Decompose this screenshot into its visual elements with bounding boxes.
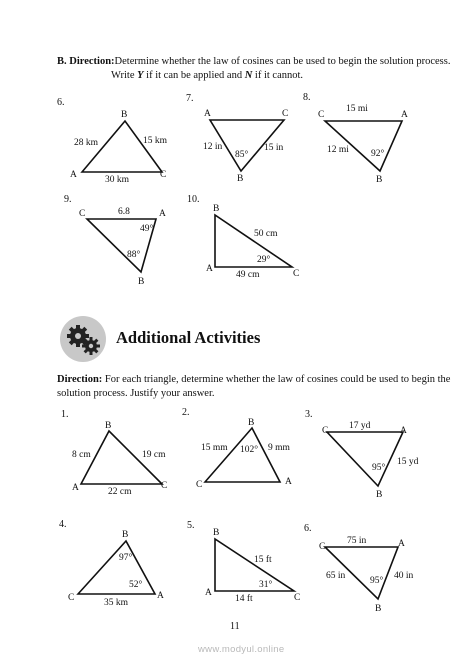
triangle-b10 <box>215 215 292 267</box>
triangle-2 <box>205 428 280 482</box>
angle-label: 31° <box>259 580 273 590</box>
side-label: 9 mm <box>268 443 290 453</box>
vertex-label: A <box>398 539 405 549</box>
vertex-label: C <box>79 209 86 219</box>
vertex-label: A <box>204 109 211 119</box>
vertex-label: A <box>205 588 212 598</box>
side-label: 15 yd <box>397 457 419 467</box>
angle-label: 92° <box>371 149 385 159</box>
side-label: 75 in <box>347 536 367 546</box>
side-label: 50 cm <box>254 229 278 239</box>
vertex-label: B <box>376 175 383 185</box>
item-number: 1. <box>61 409 69 420</box>
item-number: 10. <box>187 194 200 205</box>
triangle-5 <box>215 539 294 591</box>
triangle-3 <box>327 432 403 486</box>
vertex-label: A <box>401 110 408 120</box>
side-label: 15 ft <box>254 555 272 565</box>
vertex-label: C <box>160 170 167 180</box>
vertex-label: A <box>285 477 292 487</box>
side-label: 12 mi <box>327 145 349 155</box>
vertex-label: B <box>213 528 220 538</box>
vertex-label: A <box>157 591 164 601</box>
side-label: 15 mi <box>346 104 368 114</box>
no-letter: N <box>244 70 253 81</box>
item-number: 3. <box>305 409 313 420</box>
vertex-label: C <box>196 480 203 490</box>
vertex-label: B <box>237 174 244 184</box>
vertex-label: C <box>293 269 300 279</box>
vertex-label: B <box>122 530 129 540</box>
item-number: 7. <box>186 93 194 104</box>
vertex-label: C <box>294 593 301 603</box>
vertex-label: B <box>105 421 112 431</box>
direction-main-line1: For each triangle, determine whether the law of cosines could be used to begin the <box>102 374 451 385</box>
side-label: 17 yd <box>349 421 371 431</box>
item-number: 8. <box>303 92 311 103</box>
watermark: www.modyul.online <box>198 644 285 655</box>
vertex-label: A <box>206 264 213 274</box>
vertex-label: C <box>282 109 289 119</box>
direction-main-label: Direction: <box>57 374 103 385</box>
vertex-label: C <box>161 481 168 491</box>
vertex-label: A <box>72 483 79 493</box>
item-number: 2. <box>182 407 190 418</box>
side-label: 65 in <box>326 571 346 581</box>
vertex-label: C <box>68 593 75 603</box>
vertex-label: B <box>248 418 255 428</box>
side-label: 30 km <box>105 175 130 185</box>
side-label: 22 cm <box>108 487 132 497</box>
side-label: 40 in <box>394 571 414 581</box>
vertex-label: B <box>138 277 145 287</box>
item-number: 6. <box>304 523 312 534</box>
side-label: 12 in <box>203 142 223 152</box>
vertex-label: C <box>322 426 329 436</box>
side-label: 15 km <box>143 136 168 146</box>
section-title: Additional Activities <box>116 328 261 347</box>
vertex-label: C <box>319 542 326 552</box>
angle-label: 95° <box>372 463 386 473</box>
vertex-label: C <box>318 110 325 120</box>
vertex-label: A <box>400 426 407 436</box>
side-label: 15 mm <box>201 443 228 453</box>
item-number: 6. <box>57 97 65 108</box>
vertex-label: B <box>376 490 383 500</box>
triangle-4 <box>78 541 155 594</box>
vertex-label: B <box>375 604 382 614</box>
vertex-label: A <box>70 170 77 180</box>
side-label: 19 cm <box>142 450 166 460</box>
angle-label: 88° <box>127 250 141 260</box>
direction-main-line2: solution process. Justify your answer. <box>57 388 215 399</box>
side-label: 28 km <box>74 138 99 148</box>
item-number: 9. <box>64 194 72 205</box>
direction-b: B. Direction:Determine whether the law of cosines can be used to begin the solution process. Write Y if it can be applied and N if it cannot. <box>57 56 451 81</box>
angle-label: 95° <box>370 576 384 586</box>
yes-letter: Y <box>137 70 144 81</box>
angle-label: 49° <box>140 224 154 234</box>
direction-b-line1: Determine whether the law of cosines can be used to begin the solution process. <box>114 56 451 67</box>
side-label: 49 cm <box>236 270 260 280</box>
item-number: 5. <box>187 520 195 531</box>
page-number: 11 <box>230 621 240 632</box>
item-number: 4. <box>59 519 67 530</box>
angle-label: 97° <box>119 553 133 563</box>
vertex-label: A <box>159 209 166 219</box>
direction-b-label: B. Direction: <box>57 56 115 67</box>
side-label: 15 in <box>264 143 284 153</box>
vertex-label: B <box>213 204 220 214</box>
side-label: 14 ft <box>235 594 253 604</box>
angle-label: 102° <box>240 445 259 455</box>
angle-label: 52° <box>129 580 143 590</box>
angle-label: 29° <box>257 255 271 265</box>
side-label: 8 cm <box>72 450 91 460</box>
side-label: 35 km <box>104 598 129 608</box>
side-label: 6.8 <box>118 207 130 217</box>
vertex-label: B <box>121 110 128 120</box>
angle-label: 85° <box>235 150 249 160</box>
